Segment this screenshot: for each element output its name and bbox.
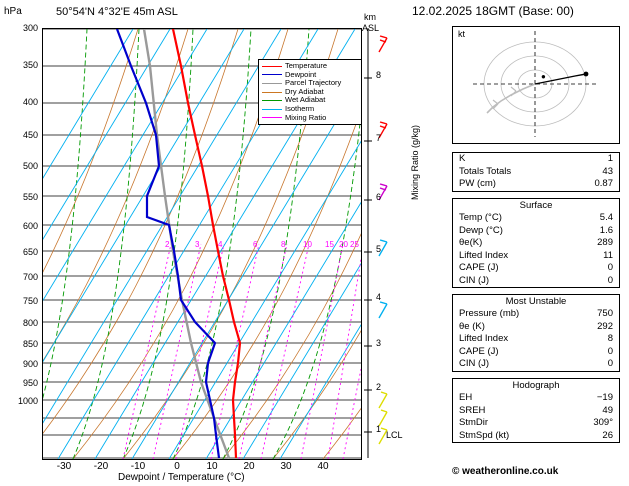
pressure-axis-label: hPa (4, 6, 22, 17)
asl-label: ASL (362, 23, 380, 33)
ytick-600: 600 (22, 221, 38, 231)
mixratio-4: 4 (218, 240, 223, 249)
surface-row-thetae: θe(K) 289 (459, 237, 613, 248)
legend-item-parcel: Parcel Trajectory (262, 79, 362, 88)
ytick-650: 650 (22, 247, 38, 257)
km-tick-3: 3 (376, 338, 382, 348)
km-tick-4: 4 (376, 292, 382, 302)
skewt-plot-area (42, 28, 362, 460)
ytick-450: 450 (22, 130, 38, 140)
legend-item-mixing-ratio: Mixing Ratio (262, 114, 362, 123)
most-unstable-table (452, 294, 620, 372)
mu-row-thetae: θe (K) 292 (459, 320, 613, 332)
km-tick-5: 5 (376, 244, 382, 254)
ytick-850: 850 (22, 339, 38, 349)
ytick-550: 550 (22, 192, 38, 202)
x-axis-title: Dewpoint / Temperature (°C) (118, 472, 245, 483)
hodograph-title: Hodograph (512, 380, 560, 391)
lcl-label: LCL (386, 430, 403, 440)
km-label: km (364, 12, 376, 22)
surface-row-li: Lifted Index 11 (459, 249, 613, 261)
ytick-700: 700 (22, 272, 38, 282)
index-row-totals: Totals Totals 43 (459, 165, 613, 177)
mu-row-li: Lifted Index 8 (459, 333, 613, 344)
legend-item-dry-adiabat: Dry Adiabat (262, 88, 362, 97)
hodograph (452, 26, 620, 144)
hodo-row-sreh: SREH 49 (459, 404, 613, 416)
ytick-900: 900 (22, 359, 38, 369)
hodograph-table (452, 378, 620, 443)
svg-text:●: ● (541, 72, 546, 81)
surface-row-temp: Temp (°C) 5.4 (459, 212, 613, 223)
mixratio-8: 8 (281, 240, 286, 249)
xtick-40: 40 (317, 461, 329, 472)
surface-table (452, 198, 620, 288)
ytick-750: 750 (22, 296, 38, 306)
mixratio-25: 25 (350, 240, 359, 249)
ytick-1000: 1000 (17, 396, 38, 406)
km-tick-7: 7 (376, 133, 382, 143)
mixratio-15: 15 (325, 240, 334, 249)
mu-row-cape: CAPE (J) 0 (459, 345, 613, 357)
legend-item-wet-adiabat: Wet Adiabat (262, 96, 362, 105)
ytick-400: 400 (22, 97, 38, 107)
mixing-ratio-axis-title: Mixing Ratio (g/kg) (410, 124, 420, 200)
station-label: 50°54'N 4°32'E 45m ASL (56, 6, 178, 18)
mixratio-10: 10 (303, 240, 312, 249)
hodo-row-stmdir: StmDir 309° (459, 417, 613, 428)
hodo-row-stmspd: StmSpd (kt) 26 (459, 429, 613, 441)
mixratio-20: 20 (339, 240, 348, 249)
xtick--30: -30 (56, 461, 72, 472)
most-unstable-title: Most Unstable (505, 296, 567, 307)
ytick-950: 950 (22, 378, 38, 388)
hodograph-unit-label: kt (458, 29, 466, 39)
index-row-pw: PW (cm) 0.87 (459, 178, 613, 189)
mixratio-3: 3 (195, 240, 200, 249)
surface-row-dewp: Dewp (°C) 1.6 (459, 224, 613, 236)
xtick-30: 30 (280, 461, 292, 472)
mixratio-2: 2 (165, 240, 170, 249)
km-tick-6: 6 (376, 192, 382, 202)
mu-row-cin: CIN (J) 0 (459, 358, 613, 369)
chart-datetime: 12.02.2025 18GMT (Base: 00) (412, 4, 574, 18)
chart-legend (258, 59, 362, 125)
mixratio-6: 6 (253, 240, 258, 249)
xtick-20: 20 (243, 461, 255, 472)
altitude-scale (362, 12, 392, 462)
ytick-500: 500 (22, 161, 38, 171)
surface-row-cin: CIN (J) 0 (459, 274, 613, 286)
surface-row-cape: CAPE (J) 0 (459, 262, 613, 273)
legend-item-temperature: Temperature (262, 62, 362, 71)
surface-title: Surface (519, 200, 553, 211)
xtick-0: 0 (174, 461, 180, 472)
xtick--20: -20 (93, 461, 109, 472)
ytick-800: 800 (22, 318, 38, 328)
xtick-10: 10 (206, 461, 218, 472)
mu-row-pressure: Pressure (mb) 750 (459, 308, 613, 319)
km-tick-8: 8 (376, 70, 382, 80)
km-tick-1: 1 (376, 424, 382, 434)
copyright-label: © weatheronline.co.uk (452, 466, 559, 477)
km-tick-2: 2 (376, 382, 382, 392)
legend-item-isotherm: Isotherm (262, 105, 362, 114)
index-row-k: K 1 (459, 153, 613, 164)
xtick--10: -10 (130, 461, 146, 472)
ytick-300: 300 (22, 23, 38, 33)
ytick-350: 350 (22, 60, 38, 70)
legend-item-dewpoint: Dewpoint (262, 71, 362, 80)
hodo-row-eh: EH −19 (459, 392, 613, 403)
general-indices-table (452, 152, 620, 192)
